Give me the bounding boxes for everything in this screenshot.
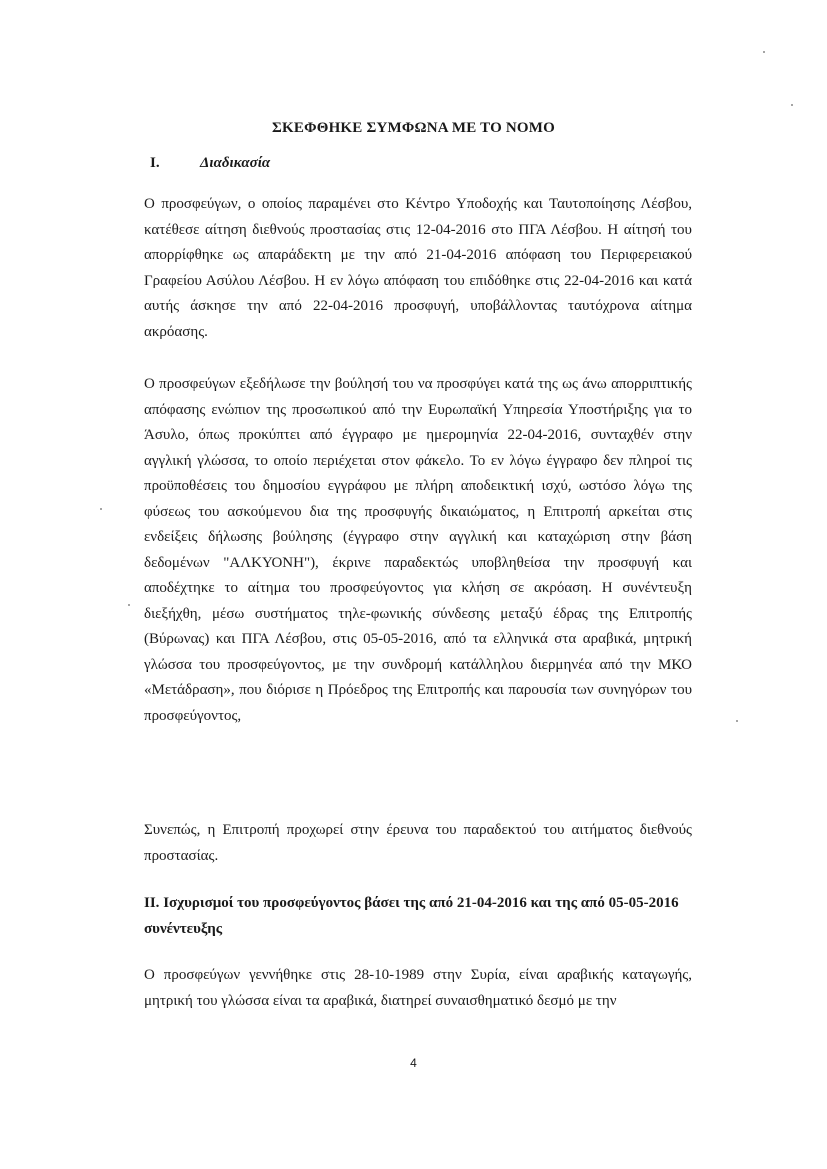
scan-speck	[128, 604, 130, 606]
scan-speck	[100, 508, 102, 510]
paragraph: Ο προσφεύγων εξεδήλωσε την βούλησή του να προσφύγει κατά της ως άνω απορριπτικής απόφασης ενώπιον της προσωπικού από την Ευρωπαϊκή Υπηρεσία Υποστήριξης για το Άσυλο, όπως προκύπτει από έγγραφο με ημερομηνία 22-04-2016, συνταχθέν στην αγγλική γλώσσα, το οποίο περιέχεται στον φάκελο. Το εν λόγω έγγραφο δεν πληροί τις προϋποθέσεις του δημοσίου εγγράφου με πλήρη αποδεικτική ισχύ, ωστόσο λόγω της φύσεως του ασκούμενου δια της προσφυγής δικαιώματος, η Επιτροπή αρκείται στις ενδείξεις δήλωσης βούλησης (έγγραφο στην αγγλική και καταχώριση στην βάση δεδομένων "ΑΛΚΥΟΝΗ"), έκρινε παραδεκτώς υποβληθείσα την προσφυγή και αποδέχτηκε το αίτημα του προσφεύγοντος για κλήση σε ακρόαση. Η συνέντευξη διεξήχθη, μέσω συστήματος τηλε-φωνικής σύνδεσης μεταξύ έδρας της Επιτροπής (Βύρωνας) και ΠΓΑ Λέσβου, στις 05-05-2016, από τα ελληνικά στα αραβικά, μητρική γλώσσα του προσφεύγοντος, με την συνδρομή κατάλληλου διερμηνέα από την ΜΚΟ «Μετάδραση», που διόρισε η Πρόεδρος της Επιτροπής και παρουσία των συνηγόρων του προσφεύγοντος,	[144, 376, 692, 724]
section-heading-2	[144, 890, 692, 942]
page-title: ΣΚΕΦΘΗΚΕ ΣΥΜΦΩΝΑ ΜΕ ΤΟ ΝΟΜΟ	[271, 120, 556, 136]
scan-speck	[736, 720, 738, 722]
section-heading-1	[150, 155, 270, 172]
section-title: Ισχυρισμοί του προσφεύγοντος βάσει της από 21-04-2016 και της από 05-05-2016 συνέντευξης	[144, 895, 679, 937]
paragraph: Ο προσφεύγων γεννήθηκε στις 28-10-1989 στην Συρία, είναι αραβικής καταγωγής, μητρική του γλώσσα είναι τα αραβικά, διατηρεί συναισθηματικό δεσμό με την	[144, 967, 692, 1009]
paragraph: Συνεπώς, η Επιτροπή προχωρεί στην έρευνα του παραδεκτού του αιτήματος διεθνούς προστασίας.	[144, 822, 692, 864]
page-number: 4	[410, 1056, 417, 1070]
section-number: II.	[144, 895, 160, 911]
section-number: I.	[150, 155, 160, 171]
section-title: Διαδικασία	[200, 155, 271, 171]
paragraph: Ο προσφεύγων, ο οποίος παραμένει στο Κέντρο Υποδοχής και Ταυτοποίησης Λέσβου, κατέθεσε αίτηση διεθνούς προστασίας στις 12-04-2016 στο ΠΓΑ Λέσβου. Η αίτησή του απορρίφθηκε ως απαράδεκτη με την από 21-04-2016 απόφαση του Περιφερειακού Γραφείου Ασύλου Λέσβου. Η εν λόγω απόφαση του επιδόθηκε στις 22-04-2016 και κατά αυτής άσκησε την από 22-04-2016 προσφυγή, υποβάλλοντας ταυτόχρονα αίτημα ακρόασης.	[144, 196, 692, 340]
scan-speck	[791, 104, 793, 106]
scan-speck	[763, 51, 765, 53]
